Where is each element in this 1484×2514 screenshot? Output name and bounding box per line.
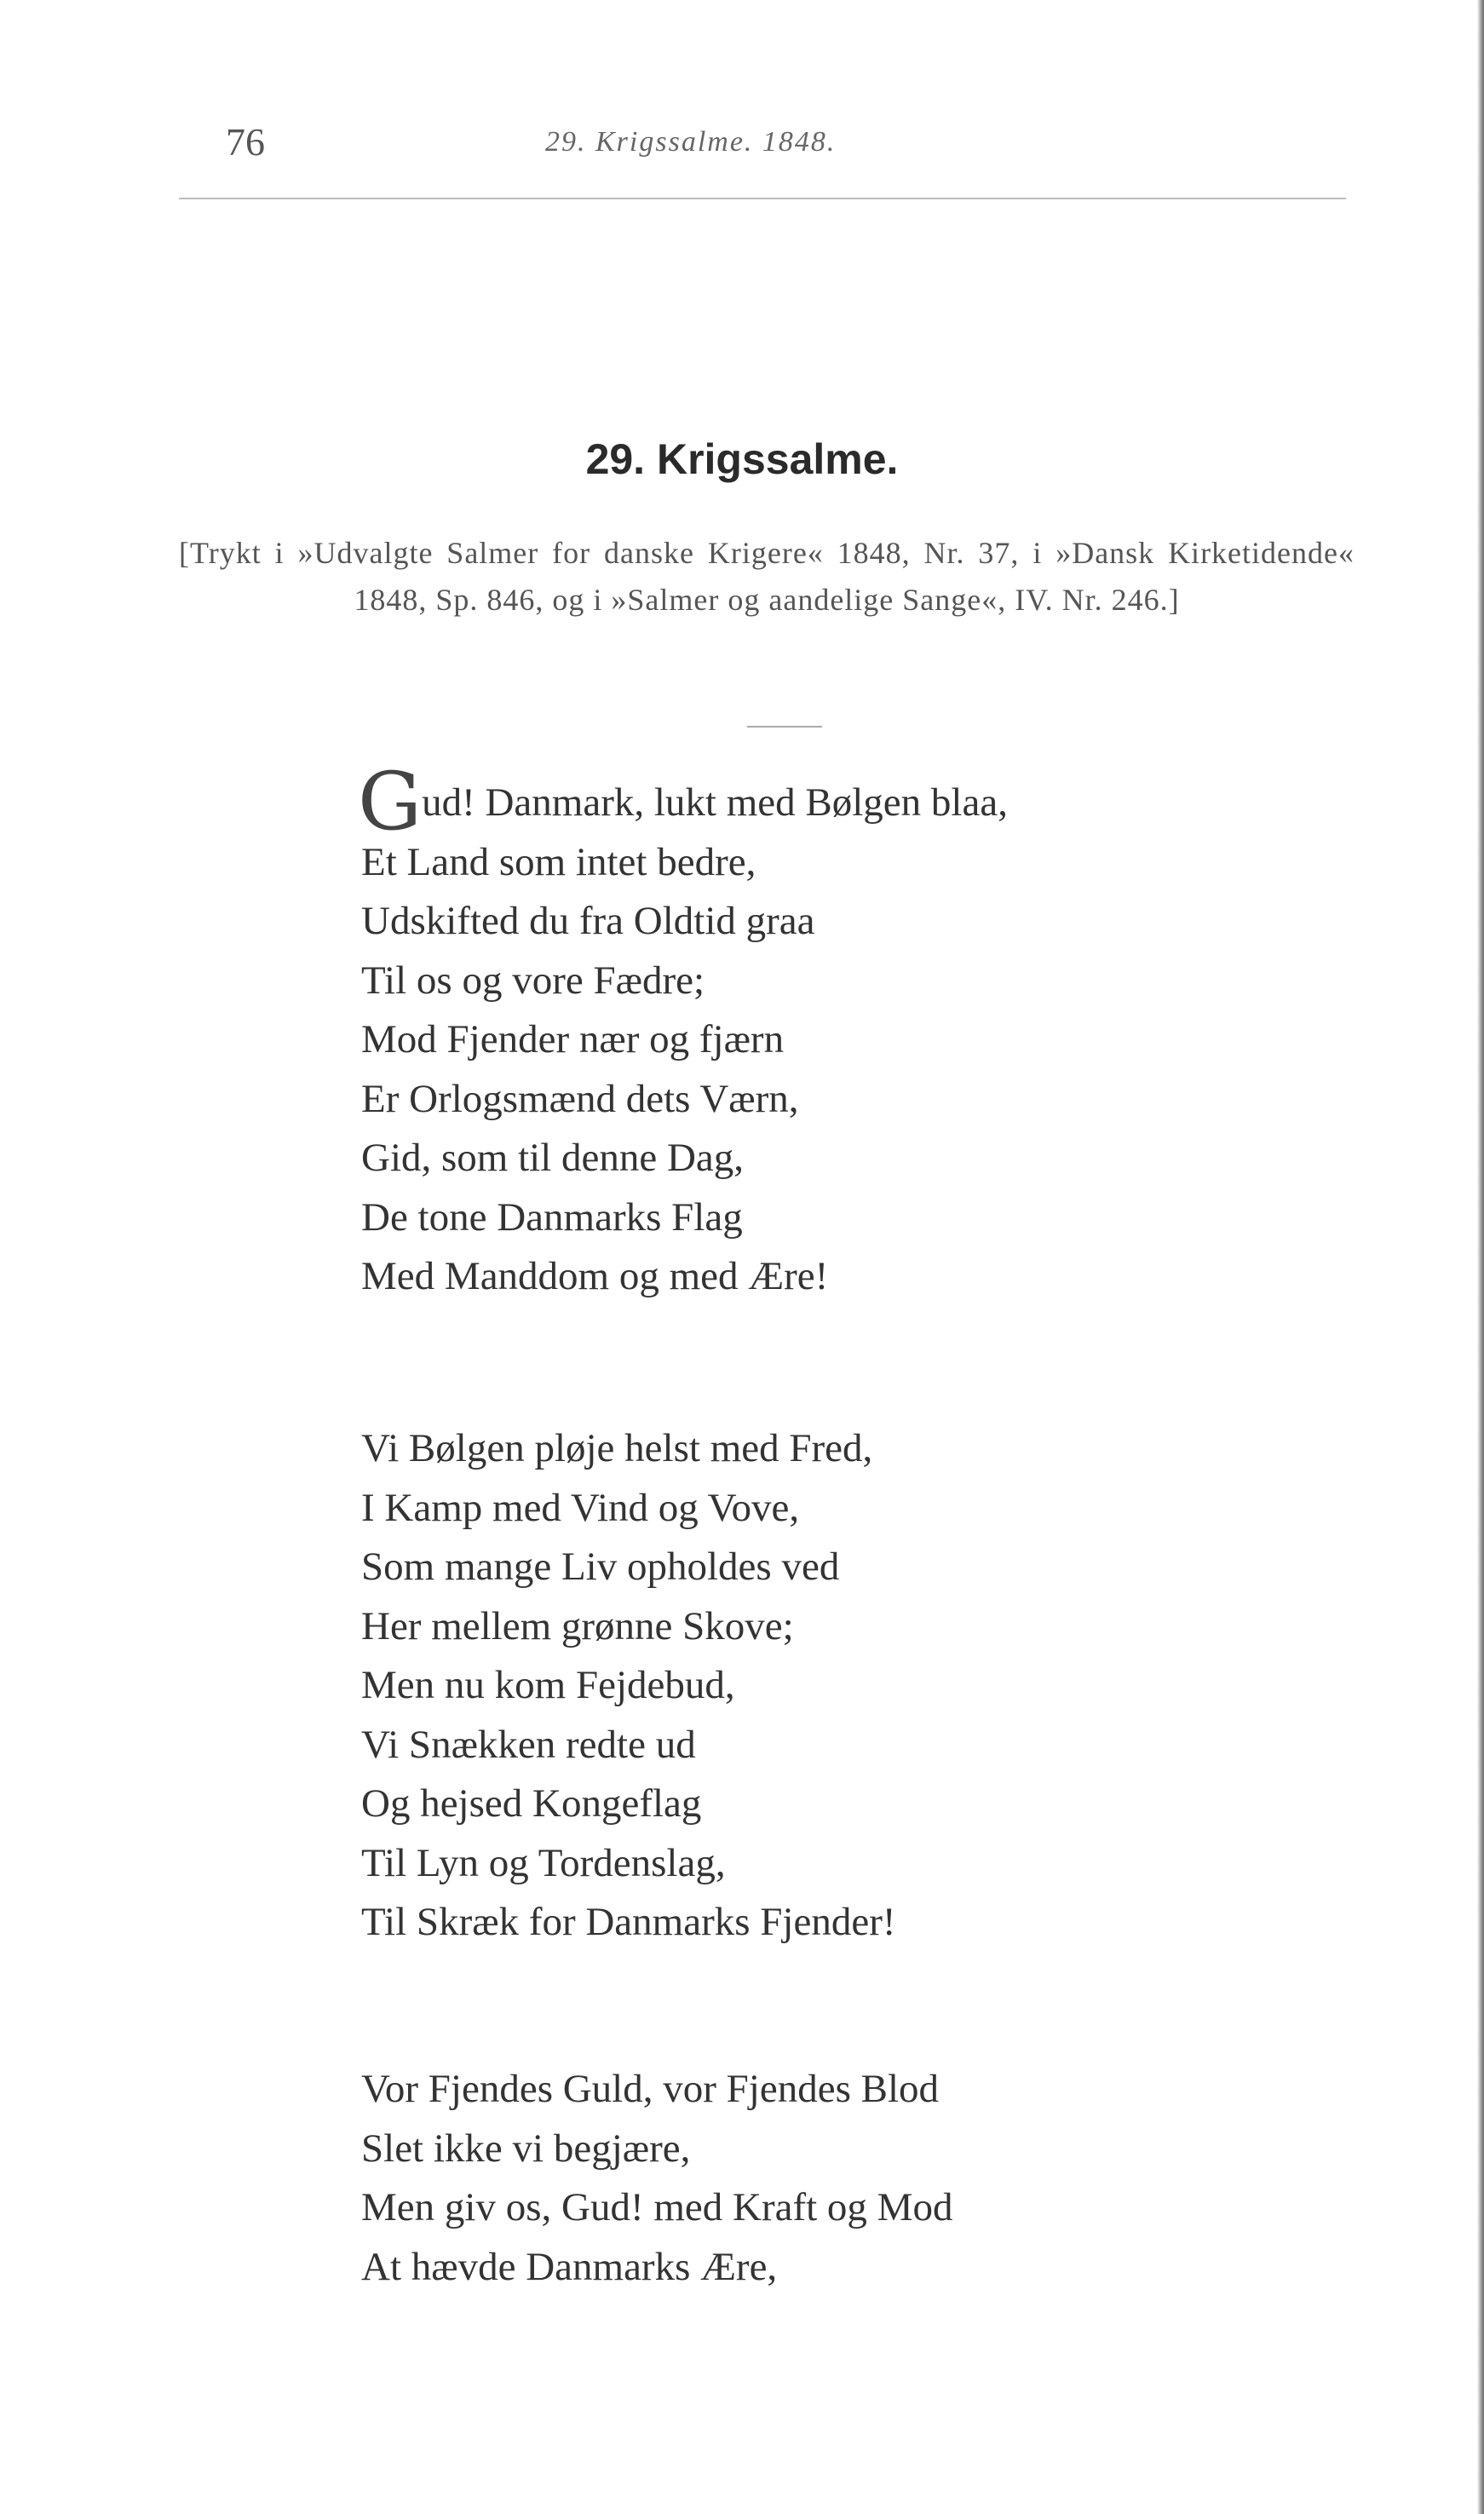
stanza-1: [358, 756, 1008, 1307]
verse-line: Et Land som intet bedre,: [361, 839, 756, 884]
stanza-2: [361, 1419, 896, 1953]
page-edge-shadow: [1477, 0, 1484, 2514]
verse-line: At hævde Danmarks Ære,: [361, 2244, 778, 2289]
verse-line: Med Manddom og med Ære!: [361, 1254, 829, 1298]
section-divider: [747, 726, 822, 728]
bibliographic-note: [Trykt i »Udvalgte Salmer for danske Krigere« 1848, Nr. 37, i »Dansk Kirketidende« 1848, Sp. 846, og i »Salmer og aandelige Sange«, IV. Nr. 246.]: [179, 536, 1355, 617]
verse-line: Vi Bølgen pløje helst med Fred,: [361, 1426, 873, 1470]
verse-line: Til Skræk for Danmarks Fjender!: [361, 1900, 896, 1944]
verse-line: Udskifted du fra Oldtid graa: [361, 899, 815, 943]
verse-line: Mod Fjender nær og fjærn: [361, 1017, 785, 1061]
header-rule: [179, 198, 1346, 199]
page-header: [226, 119, 1248, 170]
drop-cap: G: [358, 756, 423, 849]
verse-line: Til os og vore Fædre;: [361, 958, 705, 1003]
verse-line: De tone Danmarks Flag: [361, 1194, 743, 1240]
verse-line: I Kamp med Vind og Vove,: [361, 1485, 800, 1530]
verse-line: Men nu kom Fejdebud,: [361, 1663, 735, 1707]
verse-line: Gud! Danmark, lukt med Bølgen blaa,: [358, 756, 1008, 849]
stanza-3: [361, 2060, 952, 2297]
verse-line: Som mange Liv opholdes ved: [361, 1545, 840, 1589]
verse-line: Vor Fjendes Guld, vor Fjendes Blod: [361, 2067, 940, 2111]
verse-line: Vi Snækken redte ud: [361, 1722, 696, 1767]
poem-title: 29. Krigssalme.: [585, 435, 899, 483]
verse-line: Men giv os, Gud! med Kraft og Mod: [361, 2185, 953, 2229]
verse-line: Her mellem grønne Skove;: [361, 1603, 794, 1648]
verse-line: Gid, som til denne Dag,: [361, 1136, 745, 1180]
verse-line: Slet ikke vi begjære,: [361, 2126, 691, 2171]
running-title: 29. Krigssalme. 1848.: [545, 126, 837, 158]
verse-line: Til Lyn og Tordenslag,: [361, 1840, 726, 1885]
verse-line: Er Orlogsmænd dets Værn,: [361, 1076, 799, 1121]
verse-line: Og hejsed Kongeflag: [361, 1781, 702, 1826]
page-number: 76: [226, 120, 265, 164]
